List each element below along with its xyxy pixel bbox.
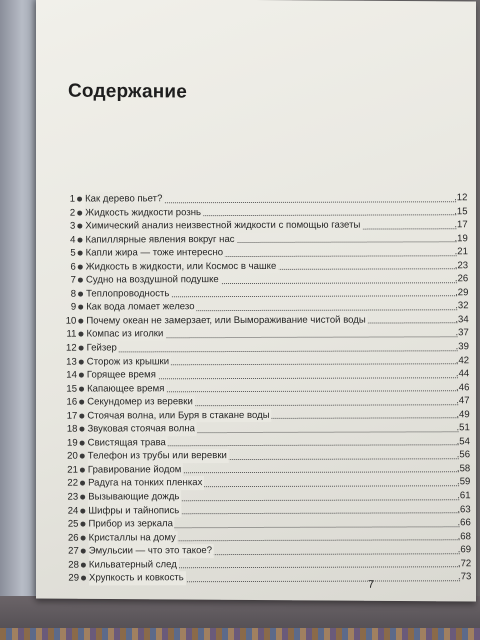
bullet-icon: [79, 413, 84, 418]
toc-entry: [62, 340, 480, 355]
toc-entry-title: Прибор из зеркала: [88, 517, 175, 531]
bullet-icon: [81, 535, 86, 540]
toc-entry-number: 18: [66, 423, 78, 435]
toc-entry-number: 17: [66, 410, 78, 422]
toc-entry-number: 7: [70, 274, 76, 286]
toc-entry-number: 8: [70, 288, 77, 300]
toc-entry-title: Капли жира — тоже интересно: [86, 246, 226, 260]
toc-entry-page: .68: [457, 530, 471, 542]
toc-entry-title: Звуковая стоячая волна: [87, 422, 197, 436]
toc-entry-page: .72: [457, 557, 472, 570]
toc-entry-page: .21: [454, 246, 469, 258]
toc-entry-page: .44: [455, 368, 470, 380]
toc-entry-title: Телефон из трубы или веревки: [88, 449, 229, 463]
bullet-icon: [80, 467, 85, 472]
toc-entry-number: 6: [70, 261, 76, 273]
toc-entry: [61, 300, 479, 315]
toc-entry-page: .51: [456, 422, 470, 434]
toc-entry: [64, 570, 480, 585]
toc-entry: [60, 205, 478, 220]
bullet-icon: [78, 291, 83, 296]
bullet-icon: [77, 197, 82, 202]
toc-entry-title: Жидкость жидкости рознь: [85, 206, 203, 220]
toc-entry-page: .29: [454, 287, 469, 299]
toc-entry-number: 21: [67, 464, 78, 476]
bullet-icon: [79, 400, 84, 405]
bullet-icon: [78, 318, 83, 323]
toc-entry-page: .66: [457, 517, 471, 529]
bullet-icon: [79, 373, 84, 378]
toc-entry-title: Хрупкость и ковкость: [89, 572, 186, 586]
toc-entry-page: .54: [456, 436, 471, 448]
toc-entry-page: .47: [456, 395, 470, 407]
toc-entry-title: Химический анализ неизвестной жидкости с помощью газеты: [85, 219, 362, 234]
toc-entry-page: .26: [454, 273, 469, 285]
toc-entry-number: 4: [70, 234, 76, 246]
toc-entry-title: Почему океан не замерзает, или Вымораживание чистой воды: [86, 313, 368, 328]
bullet-icon: [81, 562, 86, 567]
toc-entry: [62, 354, 480, 369]
toc-entry-number: 9: [70, 301, 77, 313]
toc-entry: [62, 421, 480, 436]
toc-entry-title: Кильватерный след: [89, 558, 179, 572]
toc-entry-number: 26: [67, 532, 79, 544]
toc-entry-page: .23: [454, 259, 469, 271]
toc-entry: [64, 530, 480, 545]
toc-entry: [64, 543, 480, 558]
toc-entry: [61, 272, 479, 287]
toc-entry: [62, 408, 480, 423]
bullet-icon: [80, 495, 85, 500]
page-title: Содержание: [68, 80, 188, 103]
toc-entry: [60, 232, 478, 247]
toc-entry-title: Свистящая трава: [88, 436, 168, 450]
toc-entry-number: 25: [67, 518, 79, 530]
toc-entry-number: 19: [66, 437, 78, 449]
bullet-icon: [79, 359, 84, 364]
toc-dot-leader: [88, 350, 458, 352]
bullet-icon: [78, 264, 83, 269]
table-of-contents: [60, 191, 480, 585]
toc-entry-number: 27: [68, 545, 79, 557]
bullet-icon: [78, 332, 83, 337]
toc-entry-number: 24: [67, 505, 79, 517]
bullet-icon: [80, 508, 85, 513]
toc-entry: [63, 476, 480, 491]
bullet-icon: [78, 251, 83, 256]
toc-entry-page: .49: [456, 408, 470, 421]
bullet-icon: [79, 346, 84, 351]
bullet-icon: [81, 549, 86, 554]
bullet-icon: [79, 427, 84, 432]
bullet-icon: [81, 576, 86, 581]
toc-entry-page: .19: [454, 232, 468, 244]
toc-entry-number: 13: [66, 356, 77, 368]
toc-entry: [62, 394, 480, 409]
toc-entry: [62, 381, 480, 396]
toc-entry: [60, 218, 478, 233]
toc-entry: [63, 516, 480, 531]
bullet-icon: [80, 522, 85, 527]
background-carpet: [0, 628, 480, 640]
toc-entry-number: 11: [66, 329, 77, 341]
toc-entry-number: 20: [67, 450, 78, 463]
toc-entry: [61, 313, 479, 328]
toc-entry-title: Гейзер: [87, 341, 119, 355]
toc-entry-number: 22: [67, 478, 79, 490]
toc-entry-number: 16: [66, 396, 78, 408]
toc-entry-number: 28: [68, 559, 79, 571]
toc-entry-number: 23: [67, 491, 79, 503]
toc-entry-page: .69: [457, 544, 472, 556]
toc-entry-title: Капающее время: [87, 382, 166, 396]
bullet-icon: [80, 454, 85, 459]
toc-entry: [63, 503, 480, 518]
page-number: 7: [368, 578, 375, 591]
toc-entry: [61, 259, 479, 274]
toc-entry-title: Жидкость в жидкости, или Космос в чашке: [86, 260, 279, 274]
bullet-icon: [77, 224, 82, 229]
toc-entry-title: Шифры и тайнопись: [88, 504, 181, 518]
toc-entry-number: 29: [68, 572, 80, 584]
toc-entry-title: Секундомер из веревки: [87, 395, 195, 409]
toc-entry-title: Гравирование йодом: [88, 463, 184, 477]
toc-entry-page: .46: [455, 381, 470, 393]
toc-entry-number: 15: [66, 383, 78, 395]
book-cover-edge: [0, 0, 40, 620]
toc-entry-title: Стоячая волна, или Буря в стакане воды: [87, 409, 271, 423]
toc-entry-title: Теплопроводность: [86, 287, 171, 301]
toc-entry: [64, 557, 480, 572]
bullet-icon: [77, 210, 82, 215]
toc-entry-page: .61: [457, 490, 471, 502]
toc-entry-page: .73: [457, 571, 472, 583]
toc-entry-number: 14: [66, 369, 77, 381]
toc-entry-number: 3: [69, 220, 76, 232]
toc-entry-title: Вызывающие дождь: [88, 490, 181, 504]
toc-entry-title: Кристаллы на дому: [89, 531, 178, 545]
toc-entry-title: Судно на воздушной подушке: [86, 273, 221, 287]
toc-entry-page: .39: [455, 341, 470, 353]
toc-entry-number: 10: [65, 315, 77, 327]
toc-entry: [63, 462, 480, 477]
toc-entry-title: Сторож из крышки: [87, 355, 171, 369]
toc-entry-page: .58: [456, 463, 471, 475]
bullet-icon: [80, 440, 85, 445]
toc-entry-number: 2: [69, 207, 76, 219]
bullet-icon: [78, 278, 83, 283]
toc-entry-number: 5: [70, 247, 76, 259]
toc-entry-title: Как дерево пьет?: [85, 192, 164, 206]
bullet-icon: [80, 481, 85, 486]
toc-entry-number: 1: [69, 193, 76, 205]
book-page: [36, 0, 476, 602]
toc-entry-page: .63: [457, 503, 471, 515]
toc-entry-title: Компас из иголки: [86, 328, 165, 342]
toc-entry-page: .56: [456, 449, 471, 461]
toc-entry-page: .12: [453, 192, 468, 204]
toc-entry: [63, 489, 480, 504]
toc-entry-page: .15: [454, 205, 468, 217]
toc-entry-page: .37: [455, 327, 469, 339]
toc-entry: [61, 245, 479, 260]
bullet-icon: [77, 237, 82, 242]
toc-entry-page: .32: [455, 300, 469, 312]
bullet-icon: [79, 386, 84, 391]
toc-entry-title: Горящее время: [87, 368, 158, 382]
toc-entry-title: Радуга на тонких пленках: [88, 477, 204, 491]
toc-entry-page: .59: [456, 476, 471, 488]
toc-entry: [63, 449, 480, 464]
toc-entry: [62, 367, 480, 382]
toc-entry-title: Эмульсии — что это такое?: [89, 544, 214, 558]
toc-entry-title: Капиллярные явления вокруг нас: [85, 233, 236, 247]
toc-entry-page: .34: [455, 314, 469, 326]
toc-entry-page: .42: [455, 354, 470, 366]
toc-entry-page: .17: [454, 219, 468, 231]
toc-entry: [60, 191, 478, 206]
bullet-icon: [78, 305, 83, 310]
toc-entry-number: 12: [65, 342, 77, 354]
toc-entry: [61, 286, 479, 301]
toc-entry: [63, 435, 480, 450]
toc-entry: [61, 327, 479, 342]
toc-entry-title: Как вода ломает железо: [86, 301, 196, 315]
